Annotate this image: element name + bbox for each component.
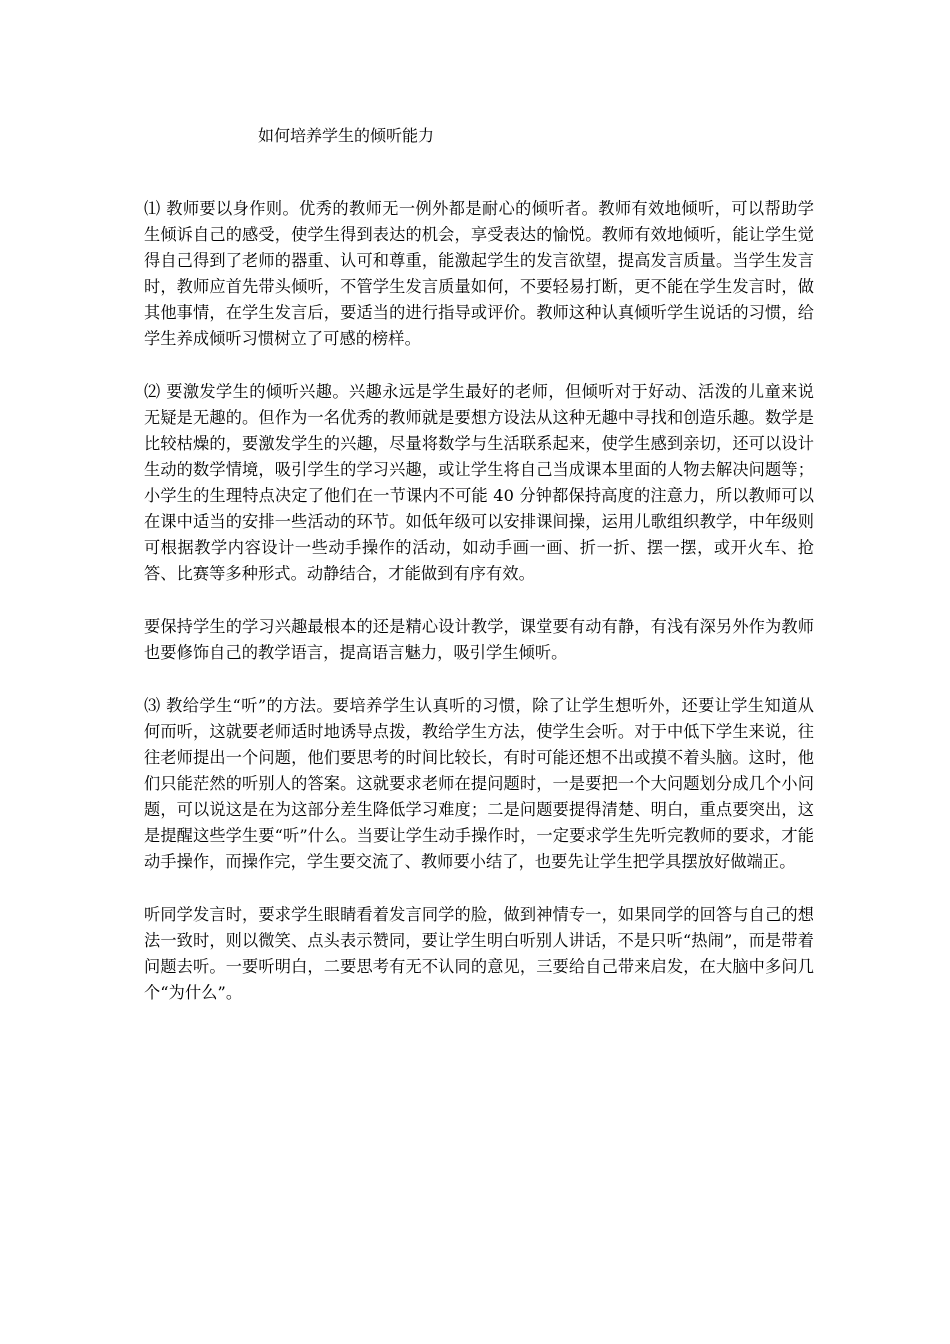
document-body [144, 196, 814, 1033]
paragraph-3: 要保持学生的学习兴趣最根本的还是精心设计教学，课堂要有动有静，有浅有深另外作为教师也要修饰自己的教学语言，提高语言魅力，吸引学生倾听。 [144, 617, 814, 662]
paragraph-5: 听同学发言时，要求学生眼睛看着发言同学的脸，做到神情专一，如果同学的回答与自己的想法一致时，则以微笑、点头表示赞同，要让学生明白听别人讲话，不是只听“热闹”，而是带着问题去听。一要听明白，二要思考有无不认同的意见，三要给自己带来启发，在大脑中多问几个“为什么”。 [144, 905, 814, 1002]
paragraph-4: ⑶ 教给学生“听”的方法。要培养学生认真听的习惯，除了让学生想听外，还要让学生知道从何而听，这就要老师适时地诱导点拨，教给学生方法，使学生会听。对于中低下学生来说，往往老师提出一个问题，他们要思考的时间比较长，有时可能还想不出或摸不着头脑。这时，他们只能茫然的听别人的答案。这就要求老师在提问题时，一是要把一个大问题划分成几个小问题，可以说这是在为这部分差生降低学习难度；二是问题要提得清楚、明白，重点要突出，这是提醒这些学生要“听”什么。当要让学生动手操作时，一定要求学生先听完教师的要求，才能动手操作，而操作完，学生要交流了、教师要小结了，也要先让学生把学具摆放好做端正。 [144, 696, 814, 871]
document-title: 如何培养学生的倾听能力 [258, 126, 435, 145]
paragraph-2: ⑵ 要激发学生的倾听兴趣。兴趣永远是学生最好的老师，但倾听对于好动、活泼的儿童来说无疑是无趣的。但作为一名优秀的教师就是要想方设法从这种无趣中寻找和创造乐趣。数学是比较枯燥的，要激发学生的兴趣，尽量将数学与生活联系起来，使学生感到亲切，还可以设计生动的数学情境，吸引学生的学习兴趣，或让学生将自己当成课本里面的人物去解决问题等；小学生的生理特点决定了他们在一节课内不可能 40 分钟都保持高度的注意力，所以教师可以在课中适当的安排一些活动的环节。如低年级可以安排课间操，运用儿歌组织教学，中年级则可根据教学内容设计一些动手操作的活动，如动手画一画、折一折、摆一摆，或开火车、抢答、比赛等多种形式。动静结合，才能做到有序有效。 [144, 382, 814, 583]
paragraph-1: ⑴ 教师要以身作则。优秀的教师无一例外都是耐心的倾听者。教师有效地倾听，可以帮助学生倾诉自己的感受，使学生得到表达的机会，享受表达的愉悦。教师有效地倾听，能让学生觉得自己得到了老师的器重、认可和尊重，能激起学生的发言欲望，提高发言质量。当学生发言时，教师应首先带头倾听，不管学生发言质量如何，不要轻易打断，更不能在学生发言时，做其他事情，在学生发言后，要适当的进行指导或评价。教师这种认真倾听学生说话的习惯，给学生养成倾听习惯树立了可感的榜样。 [144, 199, 814, 348]
